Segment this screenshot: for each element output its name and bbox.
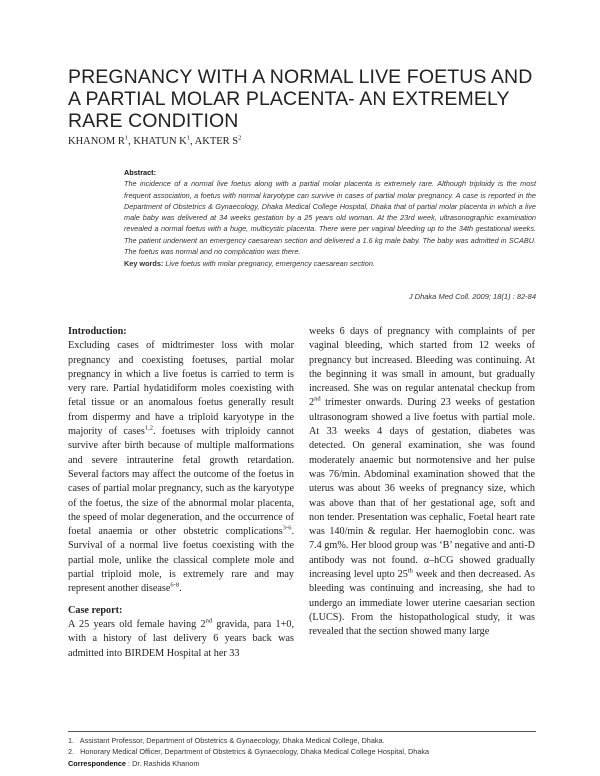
case-report-text-right: weeks 6 days of pregnancy with complaints of per vaginal bleeding, which started from 12 weeks of pregnancy but increased. Bleeding was continuing. At the beginning it was small in amount, but gradually increased. She was on regular antenatal checkup from 2 — [309, 326, 535, 409]
author-1: KHANOM R — [68, 136, 125, 147]
abstract — [124, 167, 536, 270]
keywords-label: Key words: — [124, 259, 164, 269]
case-report-paragraph-start: A 25 years old female having 2nd gravida, para 1+0, with a history of last delivery 6 years back was admitted into BIRDEM Hospital at her 33 — [68, 617, 294, 659]
keywords-text: Live foetus with molar pregnancy, emergency caesarean section. — [163, 259, 375, 269]
footnote-2: 2. Honorary Medical Officer, Department of Obstetrics & Gynaecology, Dhaka Medical College Hospital, Dhaka — [68, 747, 430, 757]
author-2-affiliation: 1 — [186, 134, 191, 142]
citation-ref: 6-8 — [170, 581, 180, 589]
footnotes — [68, 735, 538, 769]
case-report-paragraph-continued: weeks 6 days of pregnancy with complaints of per vaginal bleeding, which started from 12 weeks of pregnancy but increased. Bleeding was continuing. At the beginning it was small in amount, but gradually increased. She was on regular antenatal checkup from 2nd trimester onwards. During 23 weeks of gestation ultrasonogram showed a live foetus with partial mole. At 33 weeks 4 days of gestation, diabetes was detected. On general examination, she was found moderately anaemic but normotensive and her pulse was 76/min. Abdominal examination showed that the uterus was about 36 weeks of pregnancy size, which was above than that of her gestational age, soft and non tender. Presentation was cephalic, Foetal heart rate was 140/min & regular. Her haemoglobin conc. was 7.4 gm%. Her blood group was ‘B’ negative and anti-D antibody was not found. α–hCG showed gradually increasing level upto 25th week and then decreased. As bleeding was continuing and increasing, she had to undergo an immediate lower uterine caesarian section (LUCS). From the histopathological study, it was revealed that the section showed many large — [309, 326, 535, 638]
citation-ref: 1,2 — [144, 424, 153, 432]
citation-ref: 3-6 — [282, 524, 292, 532]
correspondence-text: : Dr. Rashida Khanom — [125, 758, 200, 768]
footnote-1: 1. Assistant Professor, Department of Obstetrics & Gynaecology, Dhaka Medical College, Dhaka. — [68, 736, 385, 745]
left-column — [68, 325, 294, 661]
correspondence — [68, 758, 538, 769]
author-3-affiliation: 2 — [238, 134, 242, 142]
keywords — [124, 258, 536, 269]
introduction-heading: Introduction: — [68, 326, 127, 337]
author-list — [68, 136, 241, 147]
journal-citation: J Dhaka Med Coll. 2009; 18(1) : 82-84 — [408, 292, 536, 301]
author-2: , KHATUN K — [128, 136, 187, 147]
abstract-heading: Abstract: — [124, 168, 157, 177]
right-column — [309, 325, 535, 640]
author-3: , AKTER S — [190, 136, 239, 147]
article-title: PREGNANCY WITH A NORMAL LIVE FOETUS AND A PARTIAL MOLAR PLACENTA- AN EXTREMELY RARE CONDITION — [68, 66, 533, 132]
case-report-heading: Case report: — [68, 604, 123, 616]
introduction-paragraph: Excluding cases of midtrimester loss with molar pregnancy and coexisting foetuses, partial molar pregnancy in which a live foetus is carried to term is very rare. Partial hydatidiform moles coexisting with fetal tissue or an anomalous foetus generally result from dispermy and have a triploid karyotype in the majority of cases$^{1,2}$. foetuses with triploidy cannot survive after birth because of multiple malformations and severe intrauterine fetal growth retardation. Several factors may affect the outcome of the foetus in cases of partial molar pregnancy, such as the karyotype of the foetus, the size of the abnormal molar placenta, the speed of molar degeneration, and the occurrence of foetal anaemia or other obstetric complications$^{3-6}$. Survival of a normal live foetus coexisting with the partial mole, unlike the classical complete mole and partial triploid mole, is extremely rare and may represent another disease$^{6-8}$. — [68, 340, 294, 595]
correspondence-label: Correspondence — [68, 758, 126, 768]
footnote-separator — [68, 731, 536, 732]
case-report-text-left: gravida, para 1+0, with a history of last delivery 6 years back was admitted into BIRDEM Hospital at her 33 — [68, 618, 294, 659]
abstract-text: The incidence of a normal live foetus along with a partial molar placenta is extremely rare. Although triploidy is the most frequent association, a foetus with normal karyotype can survive in cases of partial molar pregnancy. A case is reported in the Department of Obstetrics & Gynaecology, Dhaka Medical College Hospital, Dhaka that of partial molar placenta in which a live male baby was delivered at 34 weeks gestation by a 25 years old woman. At the 23rd week, ultrasonographic examination revealed a normal foetus with a huge, multicystic placenta. There were per vaginal bleeding up to the 34th gestational weeks. The patient underwent an emergency caesarean section and delivered a 1.6 kg male baby. The baby was admitted in SCABU. The foetus was normal and no complication was there. — [124, 179, 536, 257]
author-1-affiliation: 1 — [124, 134, 129, 142]
